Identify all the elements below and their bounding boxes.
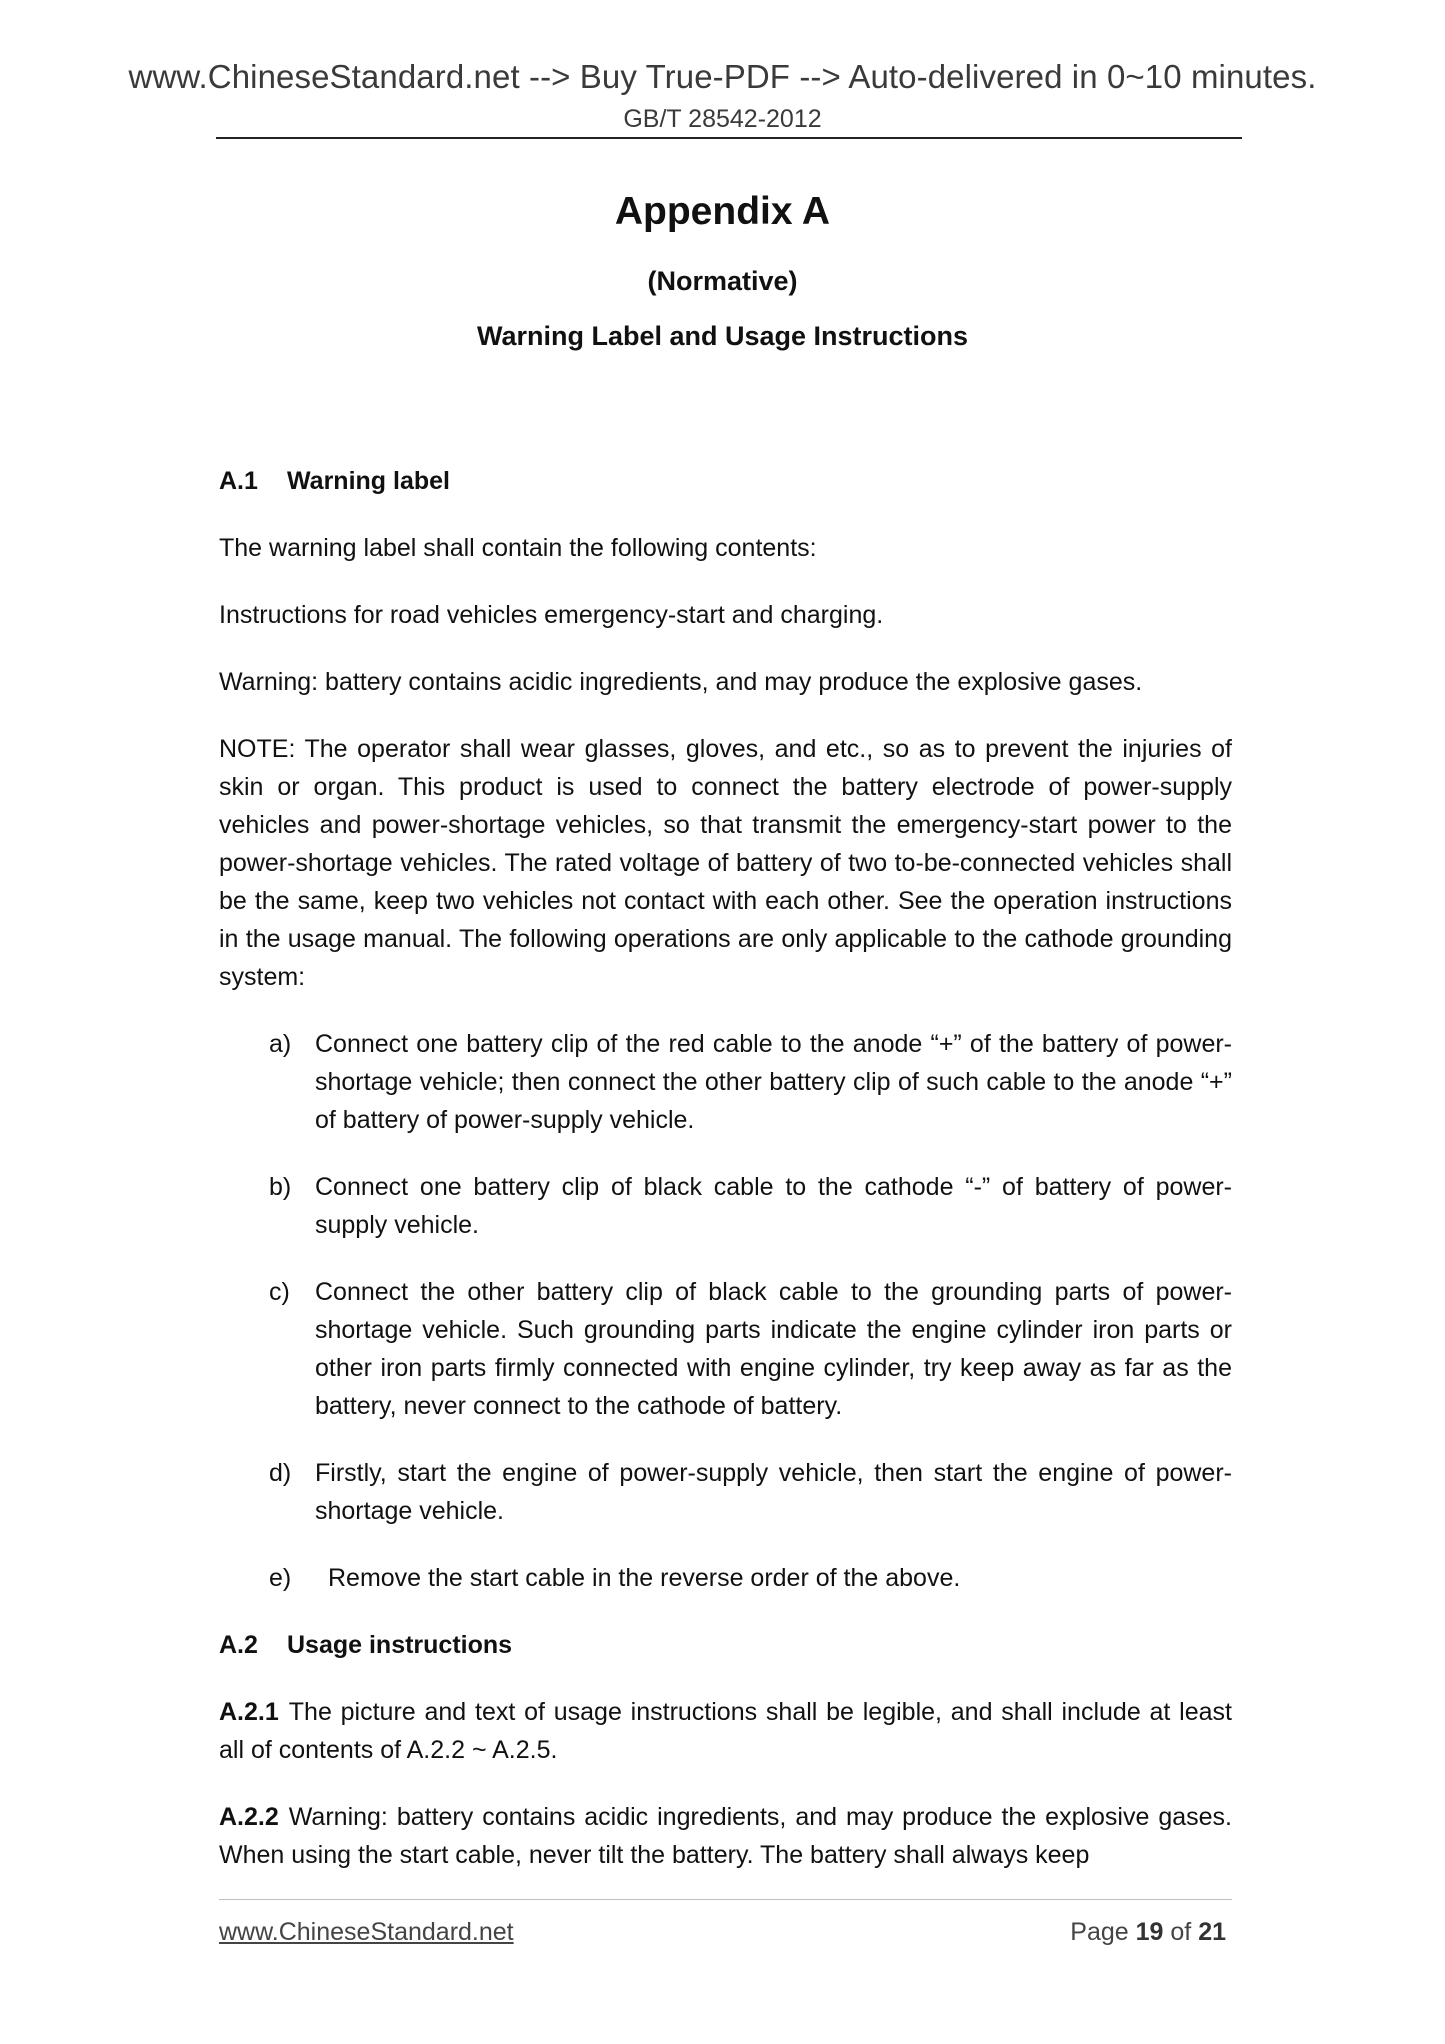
page-current: 19: [1135, 1918, 1164, 1946]
clause-text: The picture and text of usage instructions shall be legible, and shall include at least all of contents of A.2.2 ~ A.2.5.: [219, 1698, 1232, 1764]
appendix-subtitle: Warning Label and Usage Instructions: [476, 321, 969, 351]
appendix-title: Appendix A: [614, 190, 831, 233]
list-text: Connect one battery clip of black cable to the cathode “-” of battery of power-supply vehicle.: [315, 1173, 1232, 1239]
section-number: A.2: [219, 1631, 258, 1659]
list-item: [269, 1168, 1232, 1244]
clause-number: A.2.2: [219, 1803, 279, 1831]
list-marker: b): [269, 1173, 292, 1201]
list-marker: e): [269, 1564, 292, 1592]
standard-id: GB/T 28542-2012: [623, 105, 822, 133]
list-item: [269, 1025, 1232, 1139]
clause-text: Warning: battery contains acidic ingredients, and may produce the explosive gases. When using the start cable, never tilt the battery. The battery shall always keep: [219, 1803, 1232, 1869]
page-label: Page: [1070, 1918, 1129, 1946]
list-text: Connect the other battery clip of black cable to the grounding parts of power-shortage vehicle. Such grounding parts indicate the engine cylinder iron parts or other iron parts firmly connected with engine cylinder, try keep away as far as the battery, never connect to the cathode of battery.: [315, 1278, 1232, 1420]
paragraph-warning: Warning: battery contains acidic ingredients, and may produce the explosive gases.: [219, 668, 1143, 696]
list-marker: d): [269, 1459, 292, 1487]
clause-a22: [219, 1798, 1232, 1874]
list-text: Firstly, start the engine of power-supply vehicle, then start the engine of power-shortage vehicle.: [315, 1459, 1232, 1525]
list-marker: a): [269, 1030, 292, 1058]
header-banner: www.ChineseStandard.net --> Buy True-PDF --> Auto-delivered in 0~10 minutes.: [128, 58, 1317, 95]
footer-website-link[interactable]: www.ChineseStandard.net: [219, 1918, 514, 1946]
paragraph-intro: The warning label shall contain the following contents:: [219, 534, 817, 562]
page-of: of: [1170, 1918, 1192, 1946]
footer-divider: [219, 1899, 1232, 1900]
section-number: A.1: [219, 467, 258, 495]
section-heading-a1: [219, 462, 1232, 500]
appendix-normative: (Normative): [647, 266, 798, 296]
list-item: [269, 1559, 1232, 1597]
document-body: [219, 462, 1232, 1903]
clause-number: A.2.1: [219, 1698, 279, 1726]
section-title: Usage instructions: [287, 1631, 513, 1659]
list-item: [269, 1454, 1232, 1530]
paragraph-instructions: Instructions for road vehicles emergency-start and charging.: [219, 601, 884, 629]
page-total: 21: [1198, 1918, 1226, 1946]
list-item: [269, 1273, 1232, 1425]
list-marker: c): [269, 1278, 290, 1306]
page-number: [1070, 1918, 1226, 1947]
paragraph-note: NOTE: The operator shall wear glasses, gloves, and etc., so as to prevent the injuries of skin or organ. This product is used to connect the battery electrode of power-supply vehicles and power-shortage vehicles, so that transmit the emergency-start power to the power-shortage vehicles. The rated voltage of battery of two to-be-connected vehicles shall be the same, keep two vehicles not contact with each other. See the operation instructions in the usage manual. The following operations are only applicable to the cathode grounding system:: [219, 735, 1232, 991]
list-text: Remove the start cable in the reverse order of the above.: [328, 1564, 961, 1592]
header-divider: [216, 137, 1242, 139]
section-heading-a2: [219, 1626, 1232, 1664]
section-title: Warning label: [287, 467, 450, 495]
list-text: Connect one battery clip of the red cable to the anode “+” of the battery of power-shortage vehicle; then connect the other battery clip of such cable to the anode “+” of battery of power-supply vehicle.: [315, 1030, 1232, 1134]
clause-a21: [219, 1693, 1232, 1769]
